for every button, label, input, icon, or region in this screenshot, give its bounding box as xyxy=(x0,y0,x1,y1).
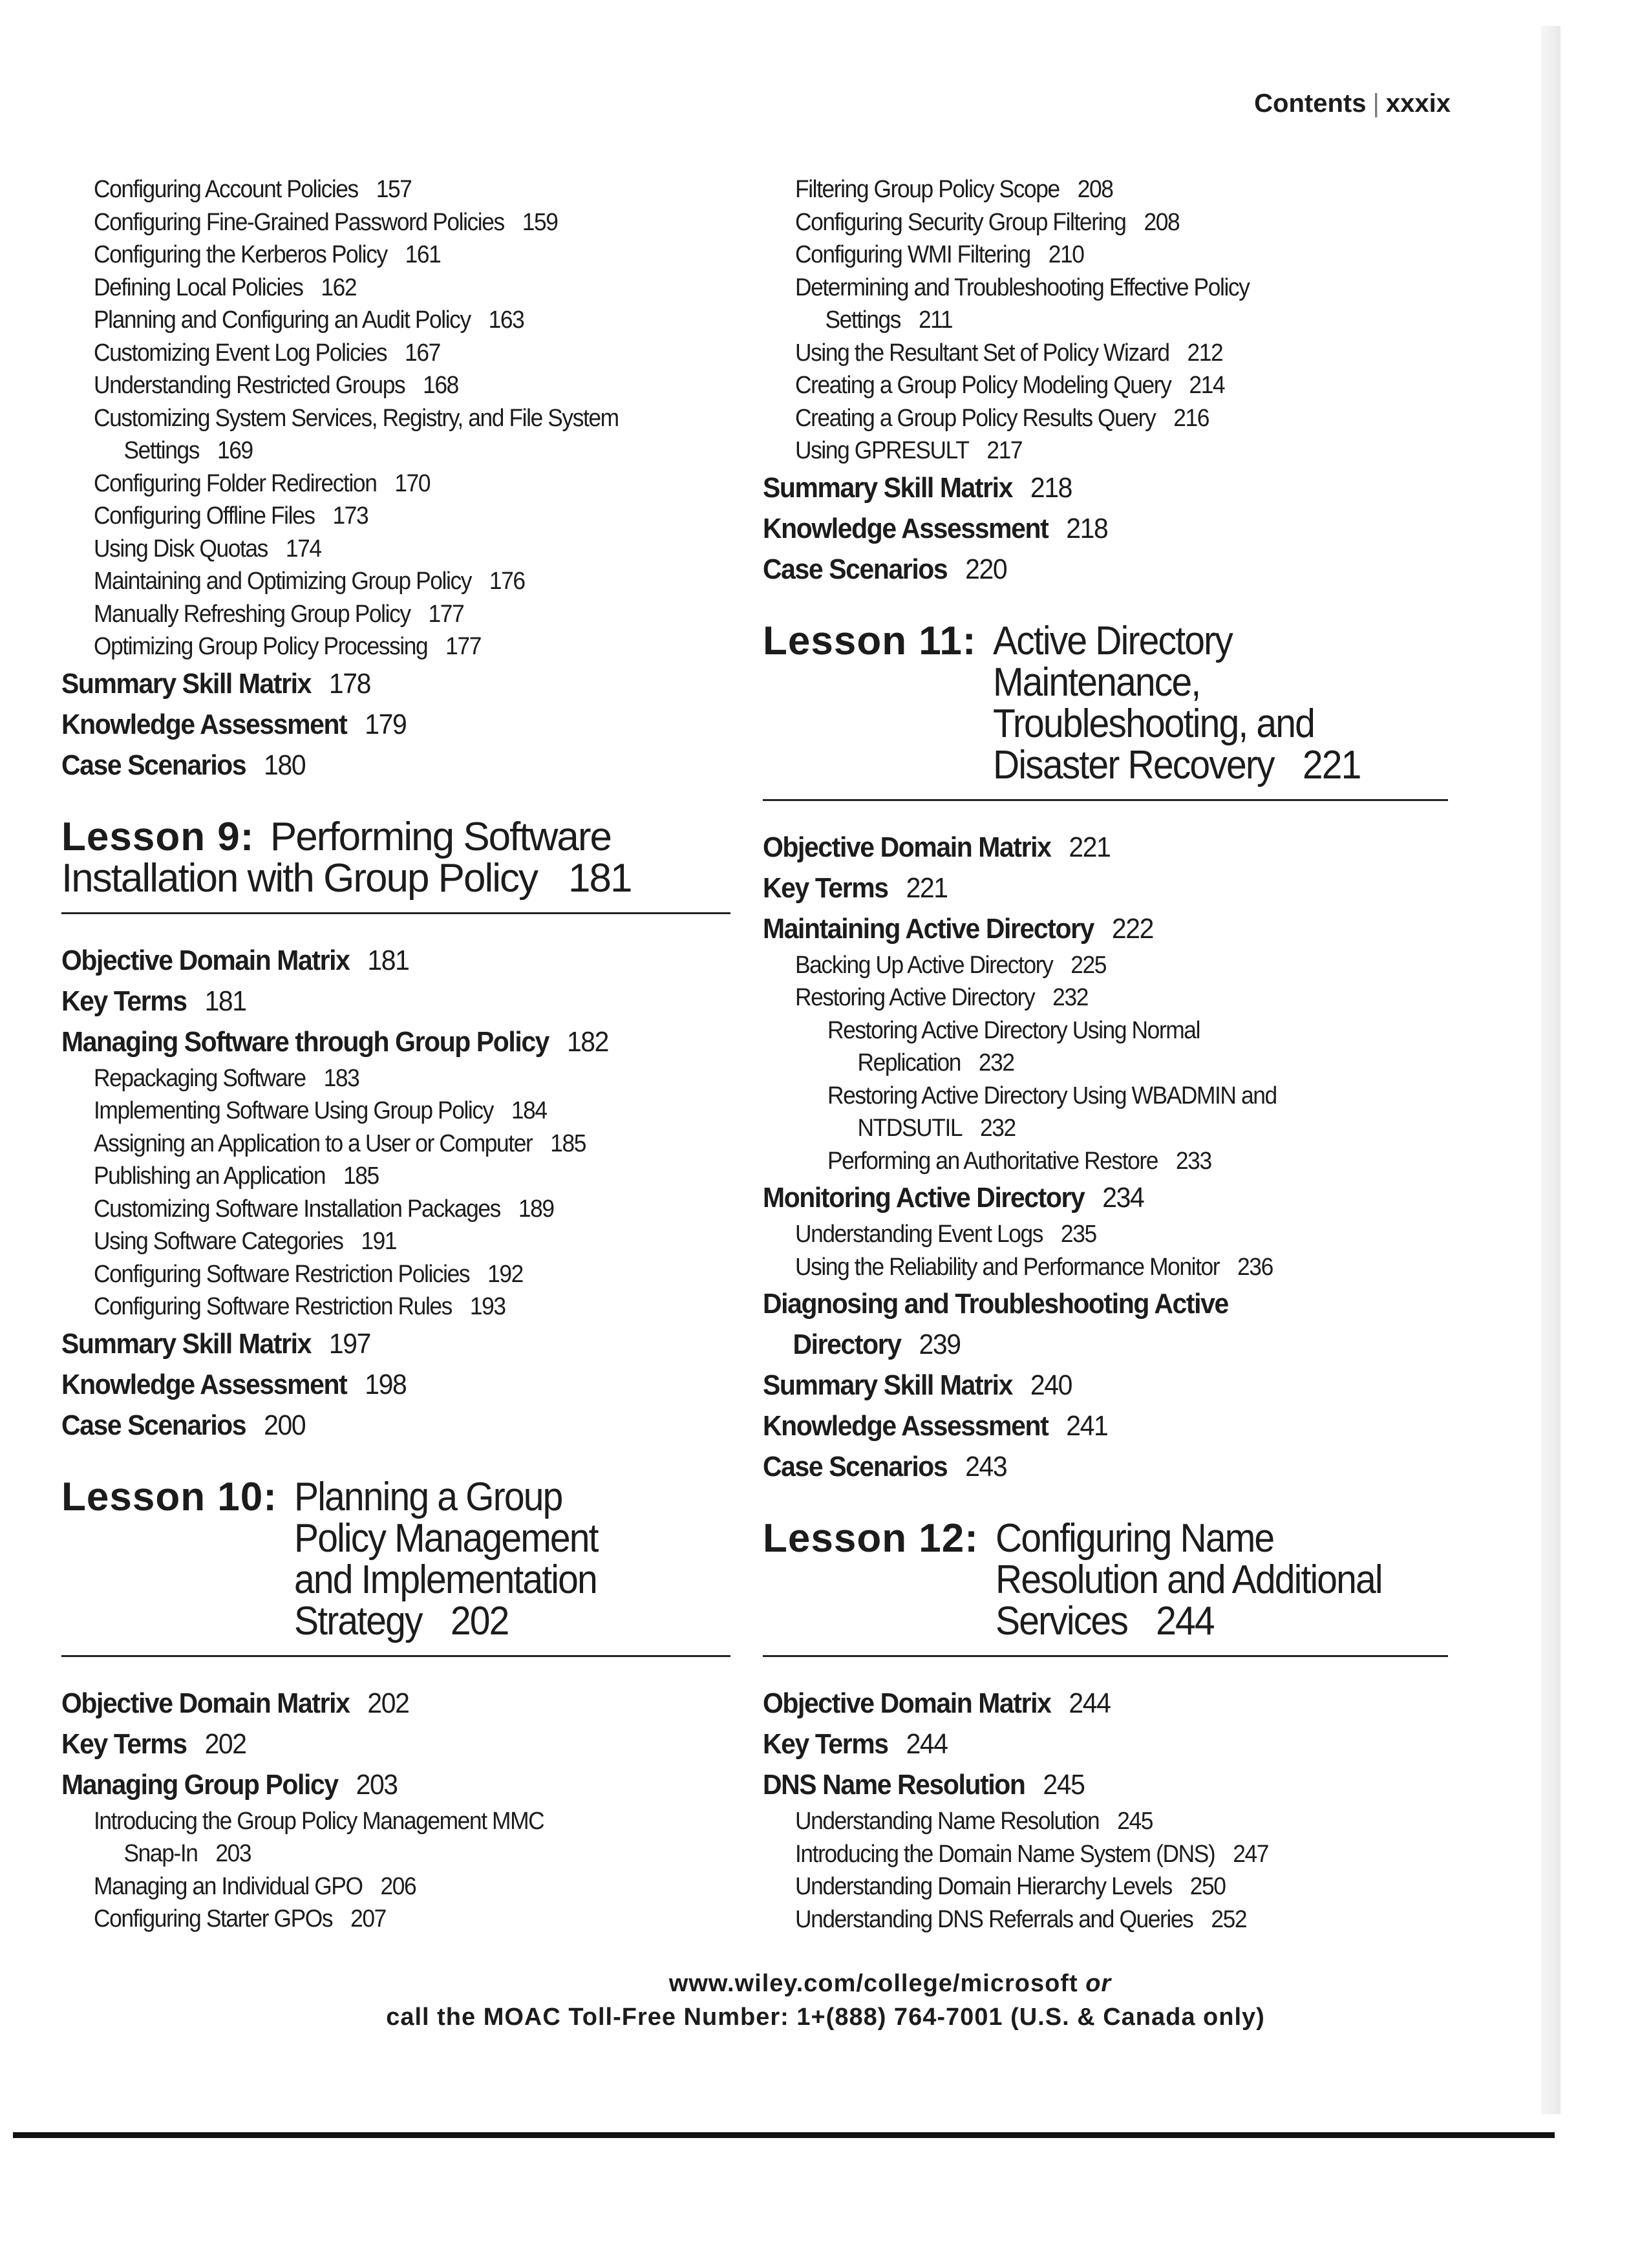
toc-page-number: 218 xyxy=(1030,471,1072,504)
toc-page-number: 220 xyxy=(965,553,1007,585)
toc-entry-label: Configuring Account Policies xyxy=(94,176,358,203)
toc-entry-label: Objective Domain Matrix xyxy=(61,944,350,976)
toc-entry-label: Manually Refreshing Group Policy xyxy=(94,600,410,628)
footer xyxy=(0,1967,1651,2034)
toc-entry-label: Customizing Event Log Policies xyxy=(94,339,387,367)
toc-entry-label: Diagnosing and Troubleshooting Active xyxy=(763,1288,1228,1320)
toc-page-number: 247 xyxy=(1233,1840,1268,1868)
toc-page-number: 182 xyxy=(566,1025,609,1058)
toc-subentry[interactable] xyxy=(795,1838,1402,1871)
toc-entry-label: Objective Domain Matrix xyxy=(763,1687,1051,1719)
toc-section[interactable] xyxy=(763,1764,1400,1805)
toc-section[interactable] xyxy=(61,1764,684,1805)
toc-section[interactable] xyxy=(763,908,1400,949)
toc-subentry[interactable] xyxy=(94,1095,686,1128)
toc-entry-label: Optimizing Group Policy Processing xyxy=(94,633,428,660)
toc-page-number: 239 xyxy=(919,1329,961,1360)
lesson-title-line: Strategy 202 xyxy=(293,1598,509,1643)
toc-entry-label-continued: Snap-In 203 xyxy=(123,1840,251,1867)
toc-page-number: 174 xyxy=(285,535,321,562)
toc-page-number: 197 xyxy=(328,1327,371,1360)
toc-subentry[interactable] xyxy=(94,1290,686,1323)
toc-section[interactable] xyxy=(763,1283,1400,1365)
toc-subentry[interactable] xyxy=(94,272,686,305)
toc-entry-label: Introducing the Group Policy Management MMC xyxy=(94,1807,544,1835)
toc-page-number: 177 xyxy=(445,633,481,660)
toc-entry-label: Using Software Categories xyxy=(94,1228,343,1255)
toc-subentry[interactable] xyxy=(795,337,1402,370)
toc-page-number: 170 xyxy=(394,469,431,497)
toc-page-number: 216 xyxy=(1173,404,1209,432)
toc-page-number: 240 xyxy=(1030,1369,1072,1401)
toc-page-number: 180 xyxy=(264,749,306,781)
toc-section[interactable] xyxy=(61,704,684,745)
toc-page-number: 202 xyxy=(204,1728,246,1760)
toc-subentry[interactable] xyxy=(795,1870,1402,1903)
toc-entry-label: Determining and Troubleshooting Effective Policy xyxy=(795,273,1250,301)
toc-entry-label: Maintaining Active Directory xyxy=(763,912,1094,945)
footer-or: or xyxy=(1085,1970,1112,1997)
toc-entry-label: Knowledge Assessment xyxy=(61,708,347,740)
toc-subentry[interactable] xyxy=(94,337,686,370)
toc-page-number: 185 xyxy=(550,1129,586,1157)
toc-page-number: 214 xyxy=(1189,372,1225,399)
toc-page-number: 221 xyxy=(906,872,948,904)
lesson-title-line: Resolution and Additional xyxy=(995,1557,1382,1602)
toc-page-number: 207 xyxy=(350,1905,386,1932)
toc-entry-label: Maintaining and Optimizing Group Policy xyxy=(94,568,471,595)
toc-page-number: 191 xyxy=(361,1228,397,1255)
toc-page-number: 233 xyxy=(1175,1147,1211,1175)
toc-entry-label: Objective Domain Matrix xyxy=(61,1687,350,1719)
toc-subentry[interactable] xyxy=(795,1251,1402,1284)
toc-section[interactable] xyxy=(763,1365,1400,1406)
toc-entry-label: Knowledge Assessment xyxy=(763,1410,1049,1442)
lesson-9-heading xyxy=(61,814,730,914)
toc-page-number: 244 xyxy=(1069,1687,1111,1719)
toc-entry-label: Summary Skill Matrix xyxy=(61,667,312,700)
toc-page-number: 222 xyxy=(1111,912,1153,945)
toc-subentry[interactable] xyxy=(795,981,1402,1014)
page-edge-shadow xyxy=(1541,26,1560,2114)
toc-page-number: 193 xyxy=(469,1293,506,1320)
toc-subentry[interactable] xyxy=(94,173,686,206)
toc-page-number: 245 xyxy=(1117,1808,1153,1835)
toc-entry-label: Configuring Security Group Filtering xyxy=(795,208,1126,236)
toc-page-number: 176 xyxy=(489,568,525,595)
toc-section[interactable] xyxy=(61,1022,684,1062)
toc-subentry[interactable] xyxy=(94,467,686,500)
toc-section[interactable] xyxy=(763,508,1400,549)
toc-entry-label-continued: Directory 239 xyxy=(793,1329,961,1360)
toc-entry-label: Configuring Software Restriction Policies xyxy=(94,1260,470,1288)
toc-subentry[interactable] xyxy=(94,565,686,598)
toc-entry-label: Case Scenarios xyxy=(763,1451,948,1482)
toc-entry-label: Key Terms xyxy=(763,872,888,904)
toc-entry-label: Summary Skill Matrix xyxy=(763,471,1013,504)
toc-section[interactable] xyxy=(61,940,684,981)
toc-entry-label: Summary Skill Matrix xyxy=(61,1327,312,1360)
toc-entry-label: Restoring Active Directory Using WBADMIN and xyxy=(827,1082,1277,1109)
lesson-title xyxy=(993,618,1361,787)
toc-entry-label: Objective Domain Matrix xyxy=(763,831,1051,863)
lesson-title-line: and Implementation xyxy=(293,1557,597,1602)
toc-page-number: 218 xyxy=(1066,512,1108,544)
toc-page-number: 206 xyxy=(380,1872,416,1900)
toc-section[interactable] xyxy=(61,1405,684,1446)
toc-entry-label-continued: Replication 232 xyxy=(857,1049,1014,1076)
toc-entry-label: Managing Software through Group Policy xyxy=(61,1025,549,1058)
toc-page-number: 163 xyxy=(488,306,524,334)
toc-entry-label: Customizing System Services, Registry, and File System xyxy=(94,404,619,432)
toc-section[interactable] xyxy=(61,1683,684,1724)
toc-entry-label: Configuring Fine-Grained Password Policies xyxy=(94,208,504,236)
toc-page-number: 185 xyxy=(343,1162,379,1190)
toc-subentry[interactable] xyxy=(94,206,686,239)
toc-subentry[interactable] xyxy=(94,1870,686,1903)
toc-subentry[interactable] xyxy=(94,304,686,337)
toc-entry-label: DNS Name Resolution xyxy=(763,1769,1025,1801)
toc-page-number: 181 xyxy=(367,944,409,976)
toc-entry-label: Configuring Folder Redirection xyxy=(94,469,377,497)
toc-page-number: 241 xyxy=(1066,1410,1108,1442)
toc-page-number: 189 xyxy=(518,1195,554,1223)
toc-entry-label: Configuring Software Restriction Rules xyxy=(94,1293,452,1320)
lesson-title xyxy=(996,1518,1382,1642)
toc-subentry[interactable] xyxy=(795,1903,1402,1936)
toc-entry-label: Managing Group Policy xyxy=(61,1768,338,1801)
toc-page-number: 225 xyxy=(1070,951,1107,979)
toc-section[interactable] xyxy=(763,1406,1400,1446)
toc-entry-label: Repackaging Software xyxy=(94,1064,306,1092)
toc-page-number: 211 xyxy=(918,306,953,334)
toc-page-number: 212 xyxy=(1187,339,1223,367)
toc-section[interactable] xyxy=(763,467,1400,508)
lesson-number: Lesson 12: xyxy=(763,1516,979,1561)
toc-page-number: 245 xyxy=(1043,1769,1085,1801)
toc-page-number: 168 xyxy=(423,372,458,399)
toc-entry-label: Understanding Domain Hierarchy Levels xyxy=(795,1873,1172,1900)
lesson-title-line: Policy Management xyxy=(293,1515,598,1561)
toc-section[interactable] xyxy=(61,1364,684,1405)
lesson-title-line: Disaster Recovery 221 xyxy=(993,742,1361,787)
header-separator: | xyxy=(1372,89,1379,118)
toc-page-number: 192 xyxy=(487,1260,523,1288)
toc-entry-label: Planning and Configuring an Audit Policy xyxy=(94,306,471,334)
toc-section[interactable] xyxy=(763,868,1400,908)
lesson-number: Lesson 11: xyxy=(763,618,977,663)
toc-subentry[interactable] xyxy=(94,239,686,272)
toc-entry-label: Creating a Group Policy Results Query xyxy=(795,404,1156,432)
toc-entry-label: Using GPRESULT xyxy=(795,437,969,464)
toc-page-number: 234 xyxy=(1102,1182,1144,1214)
toc-page-number: 232 xyxy=(980,1115,1016,1142)
toc-page-number: 178 xyxy=(328,667,371,700)
toc-page-number: 157 xyxy=(376,176,412,203)
toc-entry-label: Configuring WMI Filtering xyxy=(795,241,1030,268)
toc-page-number: 167 xyxy=(405,339,440,367)
toc-subentry[interactable] xyxy=(795,206,1402,239)
toc-subentry[interactable] xyxy=(94,1805,686,1870)
toc-subentry[interactable] xyxy=(94,1258,686,1291)
toc-section[interactable] xyxy=(61,663,684,704)
toc-page-number: 169 xyxy=(217,437,253,464)
toc-entry-label: Key Terms xyxy=(61,1728,187,1760)
toc-subentry[interactable] xyxy=(795,272,1402,337)
toc-subentry[interactable] xyxy=(94,1225,686,1258)
toc-entry-label: Understanding Name Resolution xyxy=(795,1808,1100,1835)
toc-entry-label: Defining Local Policies xyxy=(94,273,303,301)
toc-entry-label: Case Scenarios xyxy=(61,749,246,781)
footer-phone-line: call the MOAC Toll-Free Number: 1+(888) 764-7001 (U.S. & Canada only) xyxy=(386,2004,1265,2031)
toc-entry-label: Restoring Active Directory Using Normal xyxy=(827,1016,1200,1044)
toc-entry-label: Restoring Active Directory xyxy=(795,984,1035,1011)
lesson-title-line: Services 244 xyxy=(995,1599,1214,1643)
lesson-12-heading xyxy=(763,1518,1448,1657)
toc-entry-label: Knowledge Assessment xyxy=(61,1368,347,1400)
toc-page-number: 217 xyxy=(986,437,1023,464)
toc-subentry[interactable] xyxy=(94,369,686,402)
toc-page-number: 235 xyxy=(1060,1221,1096,1248)
toc-page-number: 173 xyxy=(332,502,368,530)
toc-subentry[interactable] xyxy=(795,369,1402,402)
left-column xyxy=(61,173,730,1936)
toc-entry-label: Key Terms xyxy=(763,1728,888,1760)
toc-page-number: 236 xyxy=(1237,1253,1273,1281)
toc-entry-label: Using the Reliability and Performance Monitor xyxy=(795,1253,1220,1281)
toc-subentry[interactable] xyxy=(94,1062,686,1095)
toc-entry-label: Implementing Software Using Group Policy xyxy=(94,1097,493,1124)
header-section: Contents xyxy=(1254,89,1367,118)
toc-entry-label: Summary Skill Matrix xyxy=(763,1369,1013,1401)
lesson-11-heading xyxy=(763,618,1448,801)
toc-entry-label: Publishing an Application xyxy=(94,1162,326,1190)
bottom-rule xyxy=(13,2132,1555,2138)
footer-url[interactable]: www.wiley.com/college/microsoft xyxy=(668,1970,1078,1997)
toc-entry-label: Using the Resultant Set of Policy Wizard xyxy=(795,339,1169,367)
toc-page-number: 183 xyxy=(323,1064,359,1092)
toc-subentry[interactable] xyxy=(94,1903,686,1936)
toc-subentry[interactable] xyxy=(795,1805,1402,1838)
toc-entry-label: Case Scenarios xyxy=(763,553,948,585)
toc-entry-label: Performing an Authoritative Restore xyxy=(827,1147,1158,1175)
toc-subentry[interactable] xyxy=(94,533,686,566)
toc-section[interactable] xyxy=(763,1683,1400,1724)
right-column xyxy=(763,173,1448,1936)
toc-section[interactable] xyxy=(61,981,684,1022)
toc-entry-label: Managing an Individual GPO xyxy=(94,1872,363,1900)
toc-section[interactable] xyxy=(61,1724,684,1764)
toc-entry-label: Configuring Starter GPOs xyxy=(94,1905,333,1932)
toc-section[interactable] xyxy=(61,745,684,786)
toc-entry-label: Configuring Offline Files xyxy=(94,502,315,530)
toc-page-number: 232 xyxy=(978,1049,1014,1076)
toc-section[interactable] xyxy=(763,549,1400,590)
toc-entry-label: Assigning an Application to a User or Computer xyxy=(94,1129,533,1157)
header-page-number: xxxix xyxy=(1385,89,1451,118)
toc-section[interactable] xyxy=(763,1446,1400,1487)
toc-page-number: 232 xyxy=(1052,984,1088,1011)
toc-entry-label: Monitoring Active Directory xyxy=(763,1182,1085,1214)
toc-entry-label-continued: NTDSUTIL 232 xyxy=(857,1115,1016,1142)
toc-subentry[interactable] xyxy=(795,402,1402,435)
toc-subsubentry[interactable] xyxy=(827,1080,1405,1145)
toc-entry-label-continued: Settings 211 xyxy=(825,306,953,334)
toc-page-number: 208 xyxy=(1077,176,1113,203)
toc-page-number: 161 xyxy=(405,241,441,268)
toc-page-number: 203 xyxy=(215,1840,251,1867)
lesson-10-heading xyxy=(61,1474,730,1657)
toc-subsubentry[interactable] xyxy=(827,1145,1405,1178)
toc-page-number: 200 xyxy=(264,1409,306,1441)
toc-page-number: 221 xyxy=(1069,831,1111,863)
lesson-page-number: 244 xyxy=(1156,1599,1214,1643)
toc-entry-label: Knowledge Assessment xyxy=(763,512,1049,544)
toc-subentry[interactable] xyxy=(94,500,686,533)
toc-subentry[interactable] xyxy=(94,630,686,663)
toc-entry-label: Using Disk Quotas xyxy=(94,535,268,562)
lesson-number: Lesson 10: xyxy=(61,1474,277,1519)
toc-subentry[interactable] xyxy=(795,949,1402,982)
running-header xyxy=(1254,89,1451,118)
toc-page-number: 159 xyxy=(522,208,558,236)
toc-page-number: 244 xyxy=(906,1728,948,1760)
toc-subentry[interactable] xyxy=(94,1160,686,1193)
toc-entry-label: Introducing the Domain Name System (DNS) xyxy=(795,1840,1215,1868)
toc-page-number: 198 xyxy=(365,1368,407,1400)
toc-subentry[interactable] xyxy=(94,402,686,467)
toc-subentry[interactable] xyxy=(795,434,1402,467)
toc-subentry[interactable] xyxy=(94,1128,686,1161)
toc-entry-label: Customizing Software Installation Packages xyxy=(94,1195,500,1223)
toc-page-number: 177 xyxy=(428,600,464,628)
lesson-title-line: Planning a Group xyxy=(293,1474,562,1519)
toc-entry-label: Understanding DNS Referrals and Queries xyxy=(795,1905,1193,1933)
toc-page-number: 243 xyxy=(965,1451,1007,1482)
lesson-title-line: Maintenance, xyxy=(993,659,1200,705)
toc-entry-label: Case Scenarios xyxy=(61,1409,246,1441)
toc-subentry[interactable] xyxy=(795,239,1402,272)
lesson-title-line: Troubleshooting, and xyxy=(993,701,1315,746)
toc-entry-label: Configuring the Kerberos Policy xyxy=(94,241,387,268)
toc-section[interactable] xyxy=(763,1724,1400,1764)
toc-entry-label: Filtering Group Policy Scope xyxy=(795,176,1060,203)
lesson-title: Performing Software Installation with Group Policy 181 xyxy=(61,814,632,901)
toc-page-number: 203 xyxy=(356,1768,398,1801)
toc-section[interactable] xyxy=(61,1323,684,1364)
toc-page-number: 179 xyxy=(365,708,407,740)
toc-page-number: 250 xyxy=(1189,1873,1226,1900)
lesson-title-line: Active Directory xyxy=(993,618,1233,663)
toc-entry-label: Backing Up Active Directory xyxy=(795,951,1053,979)
toc-section[interactable] xyxy=(763,827,1400,868)
toc-entry-label: Understanding Restricted Groups xyxy=(94,372,405,399)
toc-page-number: 162 xyxy=(321,273,357,301)
toc-page-number: 184 xyxy=(511,1097,547,1124)
toc-page-number: 210 xyxy=(1048,241,1084,268)
toc-subentry[interactable] xyxy=(94,1193,686,1226)
lesson-title xyxy=(293,1474,598,1643)
toc-page-number: 181 xyxy=(204,985,246,1017)
toc-entry-label: Creating a Group Policy Modeling Query xyxy=(795,372,1171,399)
toc-subsubentry[interactable] xyxy=(827,1014,1405,1080)
toc-section[interactable] xyxy=(763,1177,1400,1218)
toc-entry-label: Key Terms xyxy=(61,985,187,1017)
toc-page-number: 208 xyxy=(1144,208,1180,236)
toc-subentry[interactable] xyxy=(795,1218,1402,1251)
toc-subentry[interactable] xyxy=(795,173,1402,206)
lesson-page-number: 221 xyxy=(1303,742,1361,787)
toc-page-number: 202 xyxy=(367,1687,409,1719)
toc-subentry[interactable] xyxy=(94,598,686,631)
toc-entry-label-continued: Settings 169 xyxy=(123,437,253,464)
lesson-title-line: Configuring Name xyxy=(995,1516,1274,1561)
lesson-page-number: 202 xyxy=(450,1598,509,1643)
lesson-number: Lesson 9: xyxy=(61,814,255,859)
toc-entry-label: Understanding Event Logs xyxy=(795,1221,1043,1248)
toc-page-number: 252 xyxy=(1211,1905,1247,1933)
